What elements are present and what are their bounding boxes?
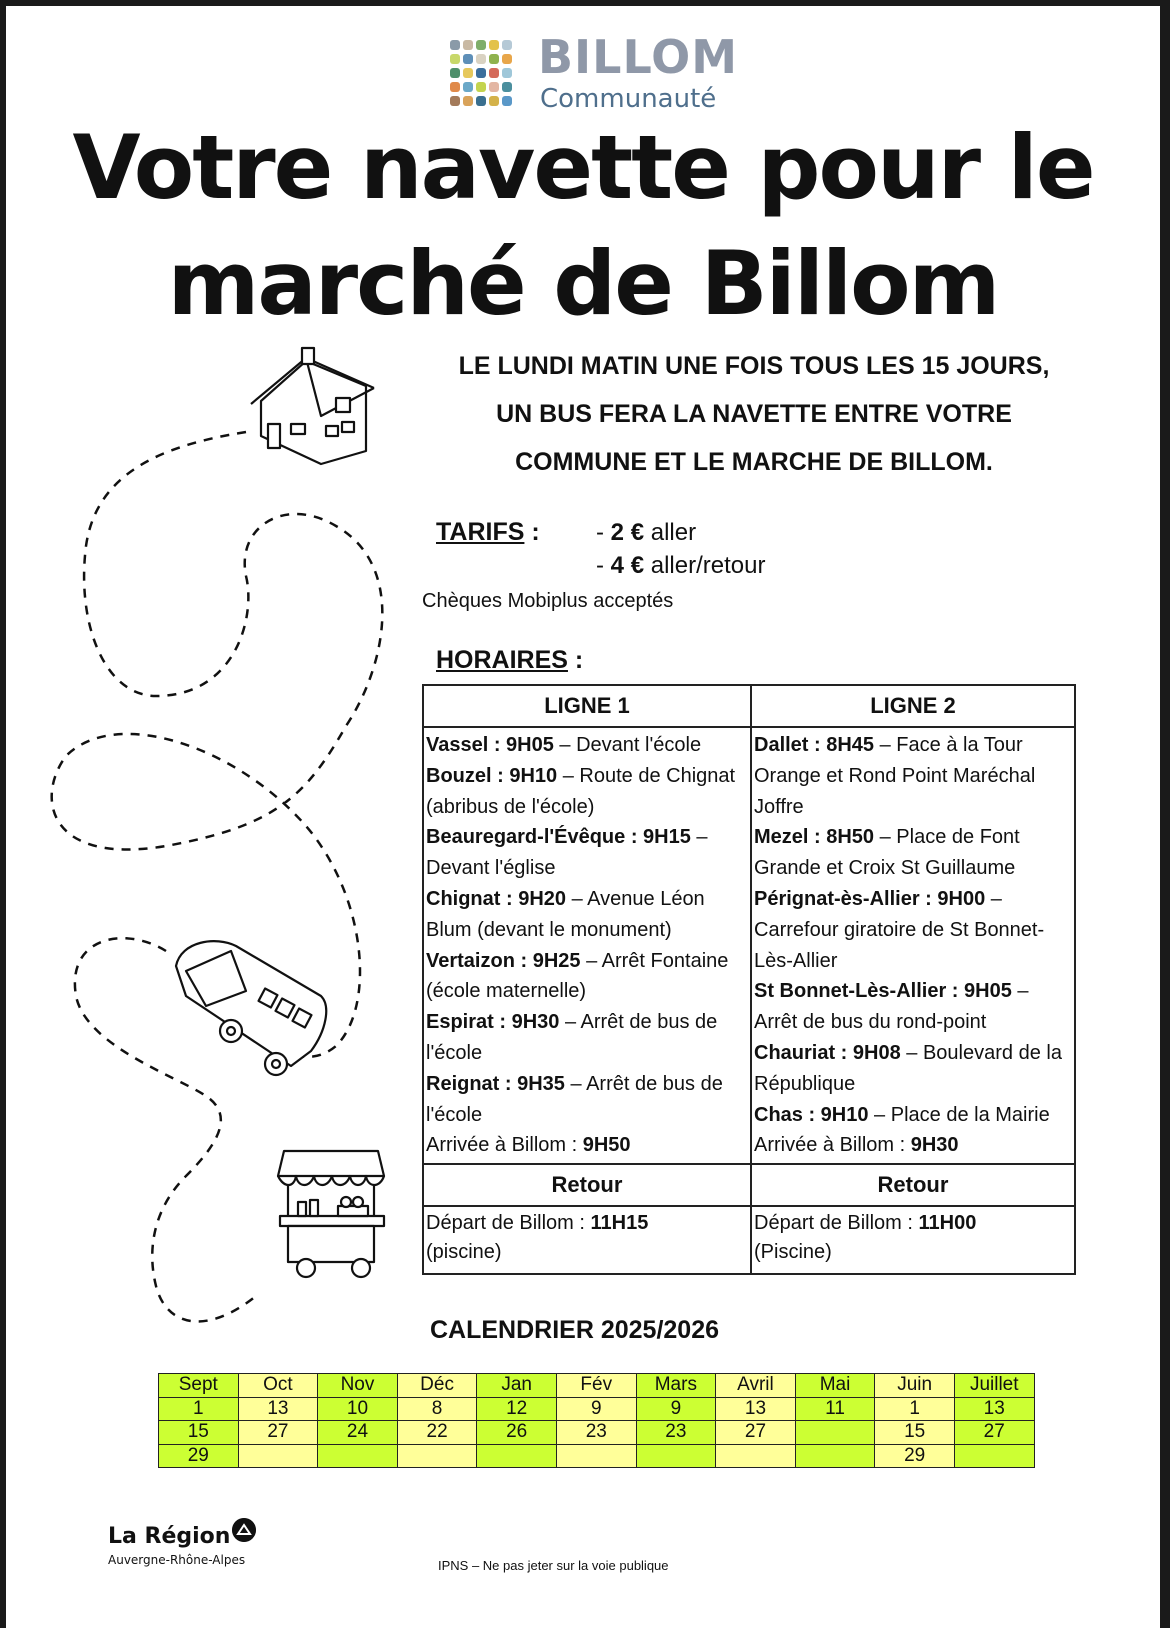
stop-description: – Arrêt de bus du rond-point — [754, 980, 1029, 1034]
stop-description: – Arrêt de bus de l'école — [426, 1011, 718, 1064]
stop-name-time: Dallet : 8H45 — [754, 734, 875, 756]
stop-description: – Boulevard de la République — [754, 1041, 1062, 1095]
stop-description: – Route de Chignat (abribus de l'école) — [426, 764, 736, 818]
calendar-date: 8 — [397, 1397, 477, 1421]
stop-description: – Devant l'école — [553, 734, 702, 756]
ligne-1-return — [423, 1206, 751, 1274]
stop-entry — [754, 1038, 1072, 1100]
stop-name-time: Beauregard-l'Évêque : 9H15 — [426, 826, 691, 849]
stop-name-time: Chas : 9H10 — [754, 1103, 869, 1126]
stop-entry — [426, 946, 748, 1008]
stop-entry — [754, 1100, 1072, 1131]
stop-entry — [754, 976, 1072, 1038]
market-stall-icon — [278, 1151, 384, 1277]
stop-name-time: Chauriat : 9H08 — [754, 1041, 901, 1064]
calendar-date: 13 — [954, 1397, 1034, 1421]
tarif-text: aller/retour — [644, 552, 766, 579]
stop-entry — [426, 884, 748, 946]
stop-description: – Place de Font Grande et Croix St Guillaume — [754, 826, 1020, 880]
ligne-1-header: LIGNE 1 — [423, 685, 751, 727]
stop-description: – Arrêt de bus de l'école — [426, 1072, 723, 1126]
stop-name-time: Vertaizon : 9H25 — [426, 949, 581, 972]
arrival-label: Arrivée à Billom : — [754, 1134, 911, 1157]
logo-subtitle: Communauté — [540, 84, 717, 114]
stop-entry — [754, 884, 1072, 976]
return-label: Départ de Billom : — [426, 1212, 591, 1235]
stop-name-time: Chignat : 9H20 — [426, 887, 567, 910]
stop-description: – Devant l'église — [426, 826, 708, 880]
calendar-date: 1 — [875, 1397, 955, 1421]
return-note: (piscine) — [426, 1241, 502, 1264]
calendar-date: 12 — [477, 1397, 557, 1421]
stop-entry — [754, 822, 1072, 884]
billom-logo-mark-icon — [450, 36, 522, 108]
calendar-date: 23 — [556, 1421, 636, 1445]
horaires-colon: : — [567, 646, 584, 674]
calendar-month: Avril — [716, 1374, 796, 1398]
stop-entry — [426, 761, 748, 823]
ligne-2-return — [751, 1206, 1075, 1274]
calendar-date: 23 — [636, 1421, 716, 1445]
ligne-2-retour-header: Retour — [751, 1164, 1075, 1206]
tarif-prefix: - — [596, 519, 611, 546]
calendar-month: Mai — [795, 1374, 875, 1398]
calendar-month: Juin — [875, 1374, 955, 1398]
intro-line-3: COMMUNE ET LE MARCHE DE BILLOM. — [515, 448, 993, 476]
calendar-date — [318, 1444, 398, 1468]
route-illustration — [6, 336, 426, 1346]
stop-entry — [426, 1069, 748, 1131]
mobiplus-note: Chèques Mobiplus acceptés — [422, 590, 674, 612]
schedule-table — [422, 684, 1076, 1275]
stop-name-time: Mezel : 8H50 — [754, 826, 875, 849]
stop-name-time: Reignat : 9H35 — [426, 1072, 565, 1095]
logo-brand: BILLOM — [538, 30, 739, 84]
tarifs-heading — [436, 518, 540, 547]
calendar-date: 10 — [318, 1397, 398, 1421]
calendar-date: 1 — [159, 1397, 239, 1421]
stop-description: – Place de la Mairie — [868, 1103, 1050, 1126]
ligne-1-retour-header: Retour — [423, 1164, 751, 1206]
horaires-heading — [436, 646, 583, 675]
calendar-title: CALENDRIER 2025/2026 — [430, 1316, 720, 1344]
calendar-date — [238, 1444, 318, 1468]
stop-description: – Avenue Léon Blum (devant le monument) — [426, 887, 705, 941]
arrival-row — [754, 1130, 1072, 1161]
intro-line-1: LE LUNDI MATIN UNE FOIS TOUS LES 15 JOURS, — [458, 352, 1050, 380]
stop-description: – Face à la Tour Orange et Rond Point Maréchal Joffre — [754, 734, 1036, 818]
calendar-date: 29 — [875, 1444, 955, 1468]
house-icon — [251, 348, 374, 464]
stop-name-time: Pérignat-ès-Allier : 9H00 — [754, 887, 986, 910]
region-subtitle: Auvergne-Rhône-Alpes — [108, 1553, 246, 1567]
intro-text — [424, 342, 1084, 486]
ligne-2-stops — [751, 727, 1075, 1164]
dashed-route-path — [52, 432, 383, 1321]
tarif-prefix: - — [596, 552, 611, 579]
tarif-price: 2 € — [610, 519, 645, 546]
stop-description: – Carrefour giratoire de St Bonnet-Lès-Allier — [754, 887, 1045, 972]
arrival-row — [426, 1130, 748, 1161]
calendar-date — [556, 1444, 636, 1468]
tarifs-label: TARIFS — [436, 518, 525, 546]
bus-icon — [176, 941, 326, 1075]
region-badge-icon — [232, 1518, 256, 1542]
calendar-date: 27 — [954, 1421, 1034, 1445]
region-logo — [108, 1524, 245, 1567]
ligne-2-header: LIGNE 2 — [751, 685, 1075, 727]
calendar-date: 27 — [716, 1421, 796, 1445]
calendar-date: 24 — [318, 1421, 398, 1445]
calendar-date: 13 — [716, 1397, 796, 1421]
calendar-date: 27 — [238, 1421, 318, 1445]
stop-name-time: Vassel : 9H05 — [426, 734, 554, 756]
calendar-month: Mars — [636, 1374, 716, 1398]
region-name: La Région — [108, 1524, 231, 1549]
calendar-date: 22 — [397, 1421, 477, 1445]
arrival-label: Arrivée à Billom : — [426, 1134, 583, 1157]
calendar-month: Jan — [477, 1374, 557, 1398]
calendar-date — [716, 1444, 796, 1468]
calendar-date: 26 — [477, 1421, 557, 1445]
ligne-1-stops — [423, 727, 751, 1164]
page-title-line-2: marché de Billom — [167, 232, 999, 335]
stop-name-time: Bouzel : 9H10 — [426, 764, 558, 787]
calendar-date — [795, 1421, 875, 1445]
ipns-notice: IPNS – Ne pas jeter sur la voie publique — [438, 1558, 669, 1573]
return-label: Départ de Billom : — [754, 1212, 919, 1235]
calendar-date: 13 — [238, 1397, 318, 1421]
stop-entry — [426, 822, 748, 884]
calendar-date — [477, 1444, 557, 1468]
intro-line-2: UN BUS FERA LA NAVETTE ENTRE VOTRE — [496, 400, 1012, 428]
calendar-date: 9 — [556, 1397, 636, 1421]
stop-name-time: Espirat : 9H30 — [426, 1011, 560, 1034]
stop-description: – Arrêt Fontaine (école maternelle) — [426, 949, 729, 1003]
stop-entry — [426, 1007, 748, 1069]
flyer-page — [6, 6, 1160, 1628]
calendar-date — [397, 1444, 477, 1468]
calendar-date — [636, 1444, 716, 1468]
calendar-date: 15 — [875, 1421, 955, 1445]
tarif-line-aller — [596, 519, 696, 547]
calendar-date: 15 — [159, 1421, 239, 1445]
stop-name-time: St Bonnet-Lès-Allier : 9H05 — [754, 980, 1012, 1003]
calendar-date: 9 — [636, 1397, 716, 1421]
calendar-date: 11 — [795, 1397, 875, 1421]
tarif-text: aller — [644, 519, 697, 546]
arrival-time: 9H50 — [582, 1134, 631, 1157]
calendar-month: Sept — [159, 1374, 239, 1398]
arrival-time: 9H30 — [910, 1134, 959, 1157]
tarif-price: 4 € — [610, 552, 645, 579]
horaires-label: HORAIRES — [436, 646, 568, 674]
tarifs-colon: : — [524, 518, 540, 546]
calendar-month: Juillet — [954, 1374, 1034, 1398]
calendar-date — [954, 1444, 1034, 1468]
calendar-month: Nov — [318, 1374, 398, 1398]
calendar-month: Fév — [556, 1374, 636, 1398]
return-time: 11H15 — [590, 1212, 649, 1235]
page-title-line-1: Votre navette pour le — [72, 116, 1094, 219]
stop-entry — [426, 730, 748, 761]
calendar-month: Déc — [397, 1374, 477, 1398]
billom-logo — [450, 30, 750, 112]
stop-entry — [754, 730, 1072, 822]
tarif-line-aller-retour — [596, 552, 765, 580]
calendar-month: Oct — [238, 1374, 318, 1398]
return-time: 11H00 — [918, 1212, 977, 1235]
return-note: (Piscine) — [754, 1241, 832, 1264]
calendar-table — [158, 1373, 1035, 1468]
calendar-date — [795, 1444, 875, 1468]
calendar-date: 29 — [159, 1444, 239, 1468]
